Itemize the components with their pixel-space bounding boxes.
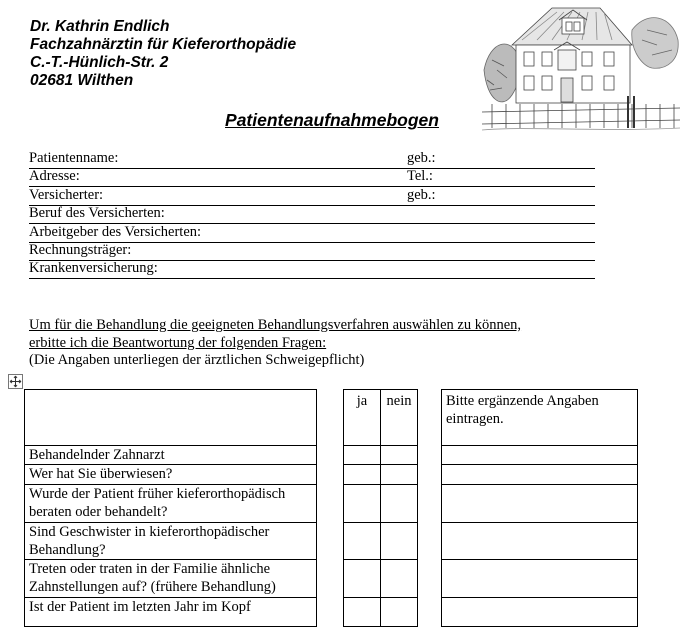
table-row-question: Treten oder traten in der Familie ähnliche Zahnstellungen auf? (frühere Behandlung): [24, 559, 317, 598]
field-label: Beruf des Versicherten:: [29, 205, 165, 221]
intro-line-2: erbitte ich die Beantwortung der folgenden Fragen:: [29, 334, 327, 351]
answer-ja-cell[interactable]: [343, 522, 381, 560]
field-employer[interactable]: [29, 224, 595, 243]
field-insured[interactable]: [29, 187, 595, 206]
intro-text: [29, 317, 521, 370]
field-extra-label: geb.:: [407, 187, 436, 203]
field-occupation[interactable]: [29, 205, 595, 224]
answer-nein-cell[interactable]: [380, 484, 418, 523]
table-row-question: Wurde der Patient früher kieferorthopädisch beraten oder behandelt?: [24, 484, 317, 523]
field-label: Arbeitgeber des Versicherten:: [29, 224, 202, 240]
street: C.-T.-Hünlich-Str. 2: [30, 54, 169, 71]
field-extra-label: geb.:: [407, 150, 436, 166]
table-header-question[interactable]: [24, 389, 317, 446]
field-health-insurance[interactable]: [29, 260, 595, 279]
table-header-notes: Bitte ergänzende Angaben eintragen.: [441, 389, 638, 446]
answer-ja-cell[interactable]: [343, 484, 381, 523]
answer-ja-cell[interactable]: [343, 559, 381, 598]
table-move-handle-icon[interactable]: [8, 374, 23, 389]
notes-cell[interactable]: [441, 559, 638, 598]
answer-ja-cell[interactable]: [343, 464, 381, 485]
form-title: Patientenaufnahmebogen: [225, 110, 439, 130]
table-header-ja: ja: [343, 389, 381, 446]
answer-nein-cell[interactable]: [380, 597, 418, 627]
notes-cell[interactable]: [441, 597, 638, 627]
table-row-question: Behandelnder Zahnarzt: [24, 445, 317, 465]
field-extra-label: Tel.:: [407, 168, 433, 184]
field-label: Krankenversicherung:: [29, 260, 158, 276]
specialty: Fachzahnärztin für Kieferorthopädie: [30, 36, 297, 53]
field-address[interactable]: [29, 168, 595, 187]
table-row-question: Sind Geschwister in kieferorthopädischer Behandlung?: [24, 522, 317, 560]
city: 02681 Wilthen: [30, 72, 134, 89]
answer-nein-cell[interactable]: [380, 464, 418, 485]
table-row-question: Wer hat Sie überwiesen?: [24, 464, 317, 485]
answer-nein-cell[interactable]: [380, 445, 418, 465]
answer-nein-cell[interactable]: [380, 522, 418, 560]
notes-cell[interactable]: [441, 464, 638, 485]
practice-address: [30, 18, 296, 90]
intro-line-3: (Die Angaben unterliegen der ärztlichen Schweigepflicht): [29, 352, 365, 368]
field-label: Adresse:: [29, 168, 80, 184]
field-billing[interactable]: [29, 242, 595, 261]
field-patient-name[interactable]: [29, 150, 595, 169]
field-label: Rechnungsträger:: [29, 242, 132, 258]
doctor-name: Dr. Kathrin Endlich: [30, 18, 170, 35]
table-header-nein: nein: [380, 389, 418, 446]
field-label: Patientenname:: [29, 150, 119, 166]
table-row-question: Ist der Patient im letzten Jahr im Kopf: [24, 597, 317, 627]
notes-cell[interactable]: [441, 445, 638, 465]
intro-line-1: Um für die Behandlung die geeigneten Behandlungsverfahren auswählen zu können,: [29, 317, 522, 333]
field-label: Versicherter:: [29, 187, 104, 203]
answer-ja-cell[interactable]: [343, 445, 381, 465]
answer-ja-cell[interactable]: [343, 597, 381, 627]
notes-cell[interactable]: [441, 522, 638, 560]
notes-cell[interactable]: [441, 484, 638, 523]
answer-nein-cell[interactable]: [380, 559, 418, 598]
